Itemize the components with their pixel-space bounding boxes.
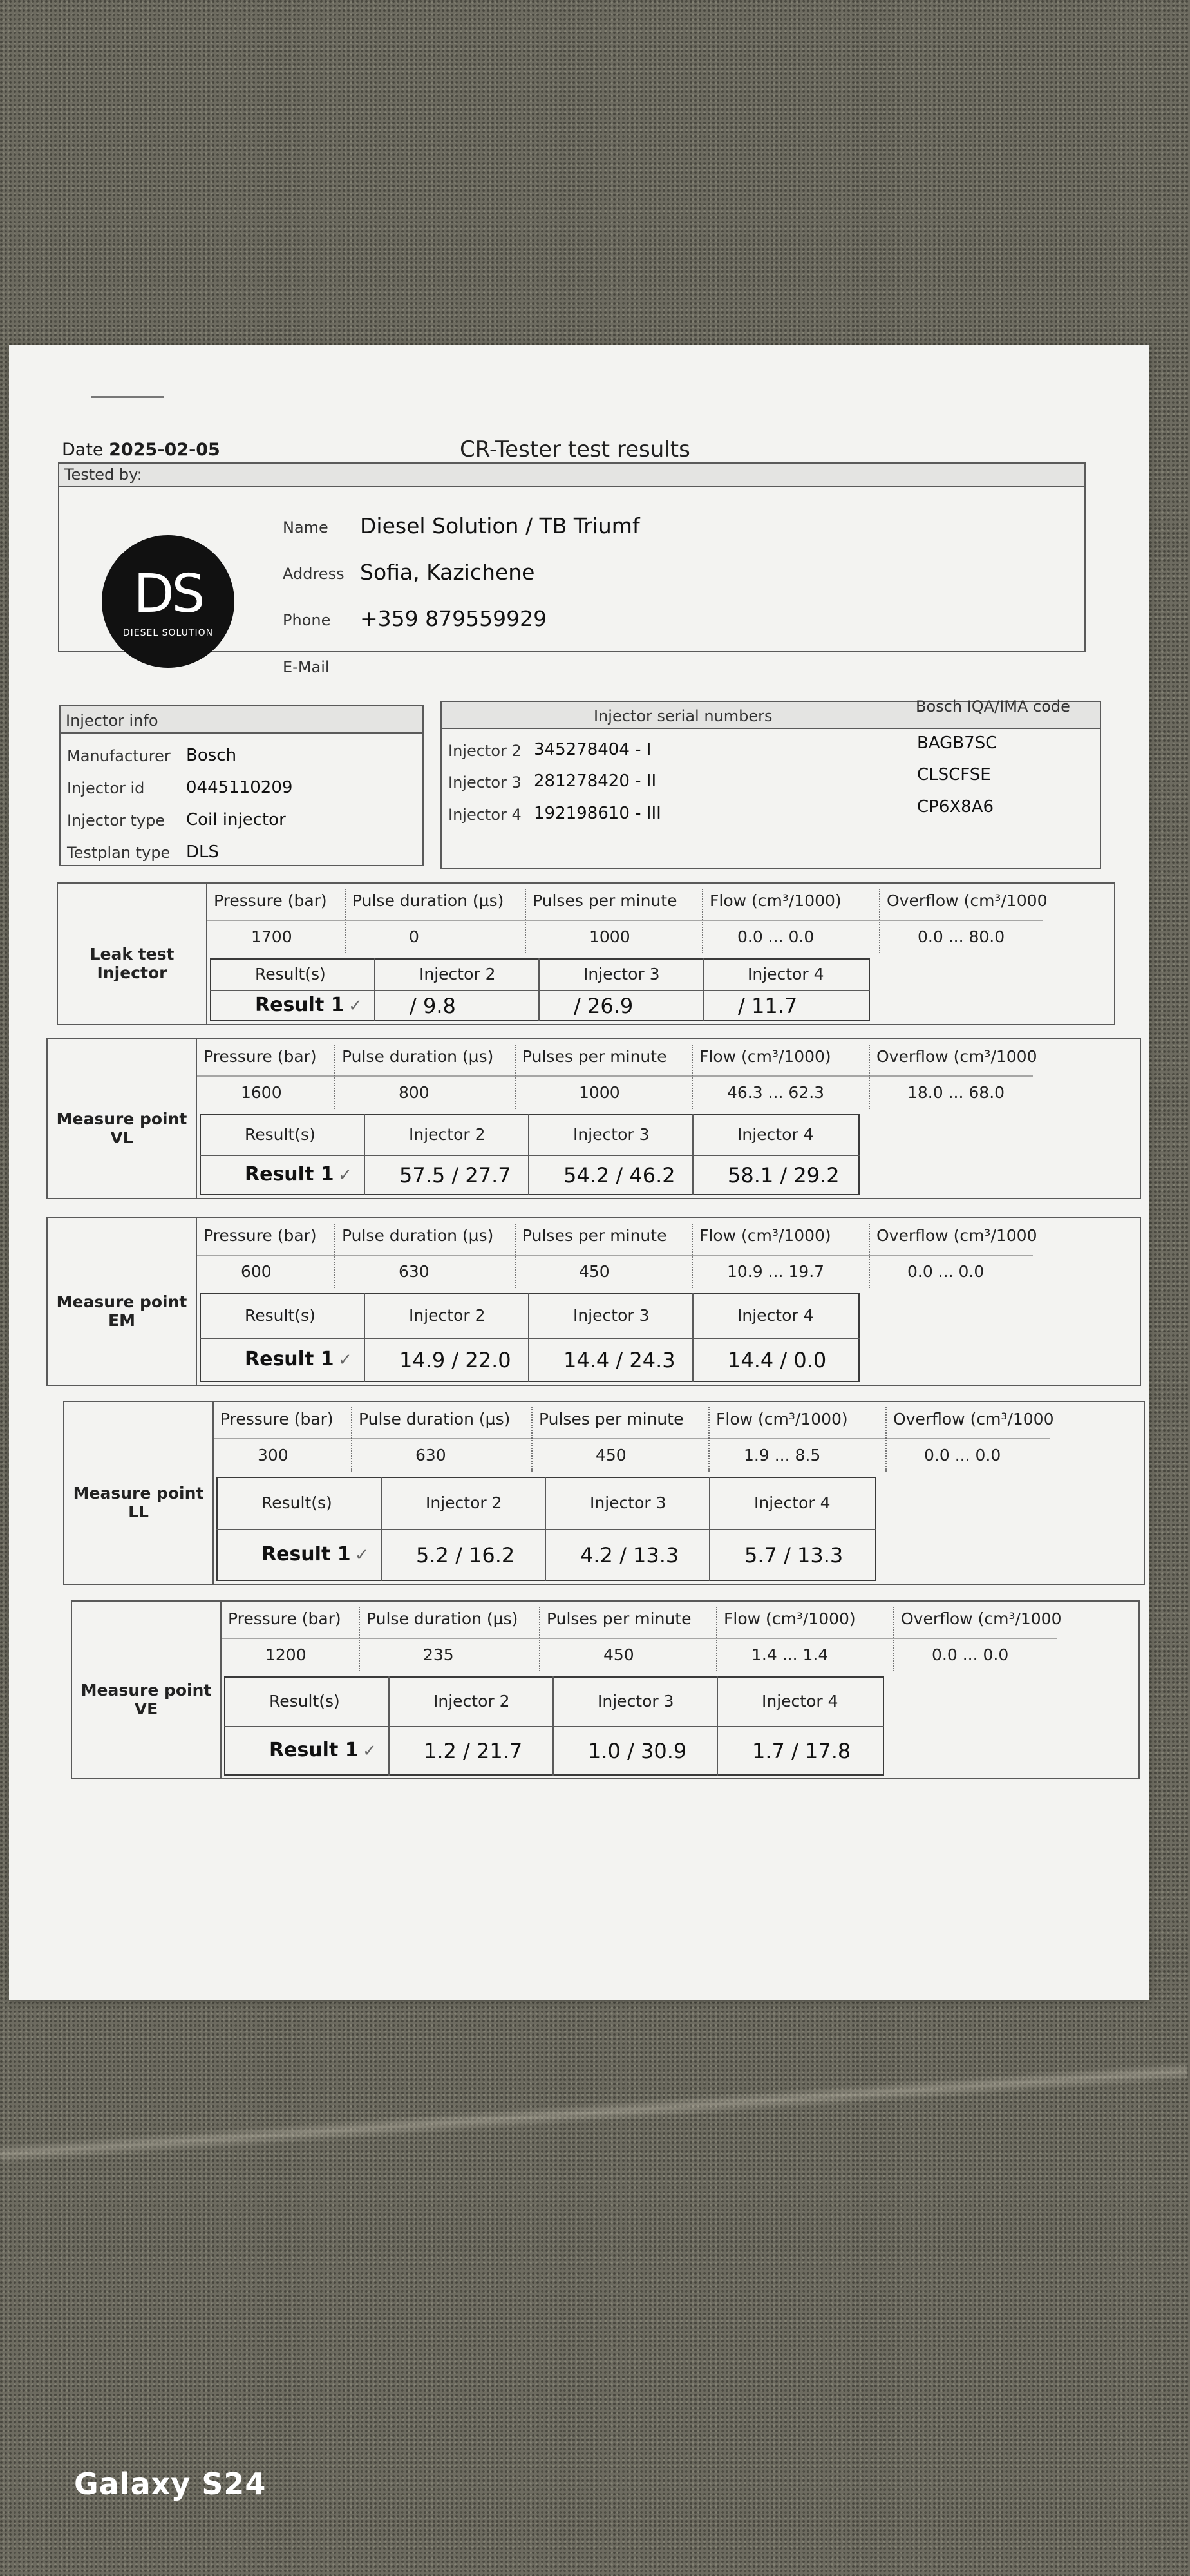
injector-2-header: Injector 2: [409, 1124, 486, 1144]
column-header: Pulse duration (µs): [342, 1226, 494, 1245]
column-header: Pressure (bar): [203, 1226, 317, 1245]
column-header: Overflow (cm³/1000: [893, 1410, 1054, 1428]
phone-label: Phone: [283, 611, 331, 629]
test-parameter-value: 800: [399, 1083, 430, 1102]
test-name: Leak test Injector: [90, 945, 175, 982]
column-header: Pulse duration (µs): [366, 1609, 518, 1628]
column-header: Pressure (bar): [214, 891, 327, 910]
test-parameter-value: 1600: [241, 1083, 282, 1102]
test-section: [57, 882, 1115, 1025]
header-row-divider: [206, 920, 1043, 921]
column-header: Flow (cm³/1000): [724, 1609, 856, 1628]
printed-report-sheet: [9, 345, 1149, 2000]
test-parameter-value: 300: [258, 1446, 288, 1464]
manufacturer-label: Manufacturer: [67, 747, 171, 765]
report-date: [62, 440, 220, 460]
injector-3-header: Injector 3: [583, 964, 660, 983]
test-name: Measure point VL: [56, 1110, 187, 1147]
injector-info-header: Injector info: [66, 712, 158, 730]
column-header: Overflow (cm³/1000: [887, 891, 1048, 910]
column-header: Flow (cm³/1000): [716, 1410, 848, 1428]
serial-row-label: Injector 4: [448, 806, 522, 824]
injector-4-header: Injector 4: [754, 1493, 831, 1512]
column-separator: [692, 1224, 693, 1288]
results-header: Result(s): [261, 1493, 332, 1512]
column-header: Pulses per minute: [547, 1609, 692, 1628]
injector-3-header: Injector 3: [590, 1493, 666, 1512]
injector-4-result: 5.7 / 13.3: [744, 1542, 844, 1567]
column-separator: [525, 889, 526, 953]
camera-watermark: Galaxy S24: [74, 2467, 267, 2501]
injector-2-result: 5.2 / 16.2: [416, 1542, 515, 1567]
test-name: Measure point LL: [73, 1484, 204, 1521]
results-header-divider: [210, 990, 870, 991]
test-parameter-value: 1.4 ... 1.4: [751, 1645, 829, 1664]
results-header-divider: [216, 1529, 876, 1530]
test-parameter-value: 0.0 ... 0.0: [932, 1645, 1009, 1664]
column-separator: [708, 1407, 710, 1472]
name-value: Diesel Solution / TB Triumf: [360, 513, 640, 538]
results-column-divider: [364, 1114, 365, 1195]
results-column-divider: [717, 1676, 718, 1776]
results-header-divider: [200, 1338, 860, 1339]
column-separator: [893, 1607, 894, 1671]
result-check-icon: ✓: [363, 1741, 377, 1761]
serial-row-label: Injector 2: [448, 742, 522, 760]
results-header: Result(s): [269, 1691, 340, 1710]
serial-row-code: BAGB7SC: [917, 734, 997, 753]
address-label: Address: [283, 565, 345, 583]
test-name: Measure point VE: [80, 1681, 212, 1718]
test-parameter-value: 450: [579, 1262, 610, 1281]
test-parameter-value: 450: [596, 1446, 627, 1464]
date-label: Date: [62, 440, 104, 460]
injector-3-header: Injector 3: [573, 1305, 650, 1325]
results-column-divider: [528, 1293, 529, 1382]
test-parameter-value: 10.9 ... 19.7: [727, 1262, 825, 1281]
injector-4-header: Injector 4: [748, 964, 824, 983]
column-header: Pulses per minute: [522, 1226, 667, 1245]
address-value: Sofia, Kazichene: [360, 560, 535, 585]
result-check-icon: ✓: [348, 996, 363, 1016]
results-column-divider: [538, 958, 540, 1021]
label-column-divider: [220, 1602, 222, 1778]
serial-row-serial: 192198610 - III: [534, 804, 661, 823]
injector-2-header: Injector 2: [419, 964, 496, 983]
column-header: Pressure (bar): [220, 1410, 334, 1428]
column-header: Pulse duration (µs): [352, 891, 504, 910]
column-separator: [869, 1045, 870, 1109]
test-parameter-value: 0.0 ... 80.0: [918, 927, 1005, 946]
result-label: Result 1: [255, 993, 345, 1016]
injector-4-result: 14.4 / 0.0: [728, 1347, 827, 1372]
header-row-divider: [212, 1438, 1050, 1439]
injector-type-label: Injector type: [67, 811, 165, 829]
results-column-divider: [703, 958, 704, 1021]
test-parameter-value: 1.9 ... 8.5: [744, 1446, 821, 1464]
column-header: Pulses per minute: [522, 1047, 667, 1066]
result-label: Result 1: [261, 1542, 351, 1566]
tested-by-header: Tested by:: [64, 466, 142, 484]
column-separator: [531, 1407, 533, 1472]
header-row-divider: [220, 1638, 1057, 1639]
phone-value: +359 879559929: [360, 606, 547, 631]
header-row-divider: [196, 1255, 1033, 1256]
column-header: Flow (cm³/1000): [699, 1226, 831, 1245]
column-separator: [702, 889, 703, 953]
injector-id-label: Injector id: [67, 779, 145, 797]
test-parameter-value: 0: [409, 927, 419, 946]
column-header: Overflow (cm³/1000: [901, 1609, 1062, 1628]
injector-2-result: 1.2 / 21.7: [424, 1738, 523, 1763]
injector-2-result: 57.5 / 27.7: [399, 1162, 511, 1188]
test-section: [46, 1217, 1141, 1386]
results-column-divider: [528, 1114, 529, 1195]
email-label: E-Mail: [283, 658, 330, 676]
header-row-divider: [196, 1075, 1033, 1077]
test-name: Measure point EM: [56, 1293, 187, 1330]
injector-id-value: 0445110209: [186, 778, 293, 797]
test-parameter-value: 1700: [251, 927, 292, 946]
column-separator: [885, 1407, 887, 1472]
column-header: Pulse duration (µs): [342, 1047, 494, 1066]
results-header: Result(s): [245, 1124, 316, 1144]
result-check-icon: ✓: [338, 1165, 352, 1185]
column-separator: [869, 1224, 870, 1288]
column-separator: [334, 1224, 335, 1288]
column-separator: [716, 1607, 717, 1671]
logo-initials: DS: [133, 564, 203, 625]
column-header: Pressure (bar): [228, 1609, 341, 1628]
injector-3-result: 54.2 / 46.2: [563, 1162, 675, 1188]
test-parameter-value: 630: [415, 1446, 446, 1464]
test-parameter-value: 46.3 ... 62.3: [727, 1083, 825, 1102]
tested-by-divider: [59, 486, 1084, 487]
test-parameter-value: 600: [241, 1262, 272, 1281]
results-header-divider: [200, 1155, 860, 1156]
diesel-solution-logo: [102, 535, 234, 668]
testplan-value: DLS: [186, 842, 220, 862]
serial-numbers-header: Injector serial numbers: [594, 707, 773, 725]
tested-by-header-bar: [59, 464, 1084, 487]
test-parameter-value: 1000: [589, 927, 630, 946]
label-column-divider: [212, 1402, 214, 1584]
results-column-divider: [388, 1676, 390, 1776]
label-column-divider: [206, 884, 207, 1024]
serial-row-code: CP6X8A6: [917, 797, 994, 817]
injector-3-result: 14.4 / 24.3: [563, 1347, 675, 1372]
test-parameter-value: 18.0 ... 68.0: [907, 1083, 1005, 1102]
results-column-divider: [692, 1293, 694, 1382]
test-parameter-value: 0.0 ... 0.0: [737, 927, 815, 946]
column-header: Flow (cm³/1000): [699, 1047, 831, 1066]
column-separator: [515, 1224, 516, 1288]
injector-4-header: Injector 4: [737, 1124, 814, 1144]
column-separator: [539, 1607, 540, 1671]
results-header: Result(s): [245, 1305, 316, 1325]
test-parameter-value: 630: [399, 1262, 430, 1281]
name-label: Name: [283, 518, 328, 536]
test-parameter-value: 0.0 ... 0.0: [924, 1446, 1001, 1464]
column-header: Pulses per minute: [533, 891, 677, 910]
test-section: [71, 1600, 1140, 1779]
injector-2-header: Injector 2: [426, 1493, 502, 1512]
logo-text: DIESEL SOLUTION: [122, 628, 214, 638]
testplan-label: Testplan type: [67, 844, 171, 862]
results-header: Result(s): [255, 964, 326, 983]
test-parameter-value: 1200: [265, 1645, 307, 1664]
results-column-divider: [364, 1293, 365, 1382]
test-parameter-value: 450: [603, 1645, 634, 1664]
injector-2-header: Injector 2: [433, 1691, 510, 1710]
injector-4-result: / 11.7: [738, 993, 798, 1018]
serial-row-serial: 345278404 - I: [534, 740, 652, 759]
results-column-divider: [545, 1477, 546, 1581]
test-section: [46, 1038, 1141, 1199]
injector-type-value: Coil injector: [186, 810, 286, 829]
injector-4-result: 58.1 / 29.2: [728, 1162, 840, 1188]
label-column-divider: [196, 1218, 197, 1385]
injector-3-header: Injector 3: [573, 1124, 650, 1144]
column-header: Pressure (bar): [203, 1047, 317, 1066]
iqa-code-header: Bosch IQA/IMA code: [916, 697, 1070, 715]
injector-2-result: 14.9 / 22.0: [399, 1347, 511, 1372]
injector-3-result: / 26.9: [574, 993, 634, 1018]
result-label: Result 1: [245, 1162, 334, 1186]
label-column-divider: [196, 1039, 197, 1198]
results-column-divider: [374, 958, 375, 1021]
column-separator: [692, 1045, 693, 1109]
date-value: 2025-02-05: [109, 440, 220, 460]
test-parameter-value: 235: [423, 1645, 454, 1664]
column-header: Pulse duration (µs): [359, 1410, 511, 1428]
report-title: CR-Tester test results: [460, 437, 690, 462]
pen-mark: [91, 396, 164, 398]
serial-row-code: CLSCFSE: [917, 765, 991, 784]
results-column-divider: [381, 1477, 382, 1581]
results-header-divider: [224, 1726, 884, 1727]
injector-4-header: Injector 4: [737, 1305, 814, 1325]
serial-row-label: Injector 3: [448, 773, 522, 791]
result-label: Result 1: [269, 1738, 359, 1761]
column-header: Pulses per minute: [539, 1410, 684, 1428]
result-check-icon: ✓: [355, 1545, 369, 1565]
test-parameter-value: 1000: [579, 1083, 620, 1102]
column-separator: [515, 1045, 516, 1109]
result-label: Result 1: [245, 1347, 334, 1370]
results-column-divider: [709, 1477, 710, 1581]
carpet-crease: [0, 2061, 1188, 2164]
test-section: [63, 1401, 1145, 1585]
column-separator: [345, 889, 346, 953]
manufacturer-value: Bosch: [186, 746, 237, 765]
results-column-divider: [692, 1114, 694, 1195]
test-parameter-value: 0.0 ... 0.0: [907, 1262, 985, 1281]
injector-3-result: 4.2 / 13.3: [580, 1542, 679, 1567]
injector-2-header: Injector 2: [409, 1305, 486, 1325]
injector-4-header: Injector 4: [762, 1691, 838, 1710]
column-header: Overflow (cm³/1000: [876, 1047, 1037, 1066]
column-header: Overflow (cm³/1000: [876, 1226, 1037, 1245]
column-separator: [879, 889, 880, 953]
injector-3-result: 1.0 / 30.9: [588, 1738, 687, 1763]
column-separator: [334, 1045, 335, 1109]
column-header: Flow (cm³/1000): [710, 891, 842, 910]
serial-row-serial: 281278420 - II: [534, 772, 657, 791]
injector-2-result: / 9.8: [410, 993, 456, 1018]
injector-3-header: Injector 3: [598, 1691, 674, 1710]
result-check-icon: ✓: [338, 1350, 352, 1370]
results-column-divider: [552, 1676, 554, 1776]
column-separator: [351, 1407, 352, 1472]
injector-4-result: 1.7 / 17.8: [752, 1738, 851, 1763]
column-separator: [359, 1607, 360, 1671]
